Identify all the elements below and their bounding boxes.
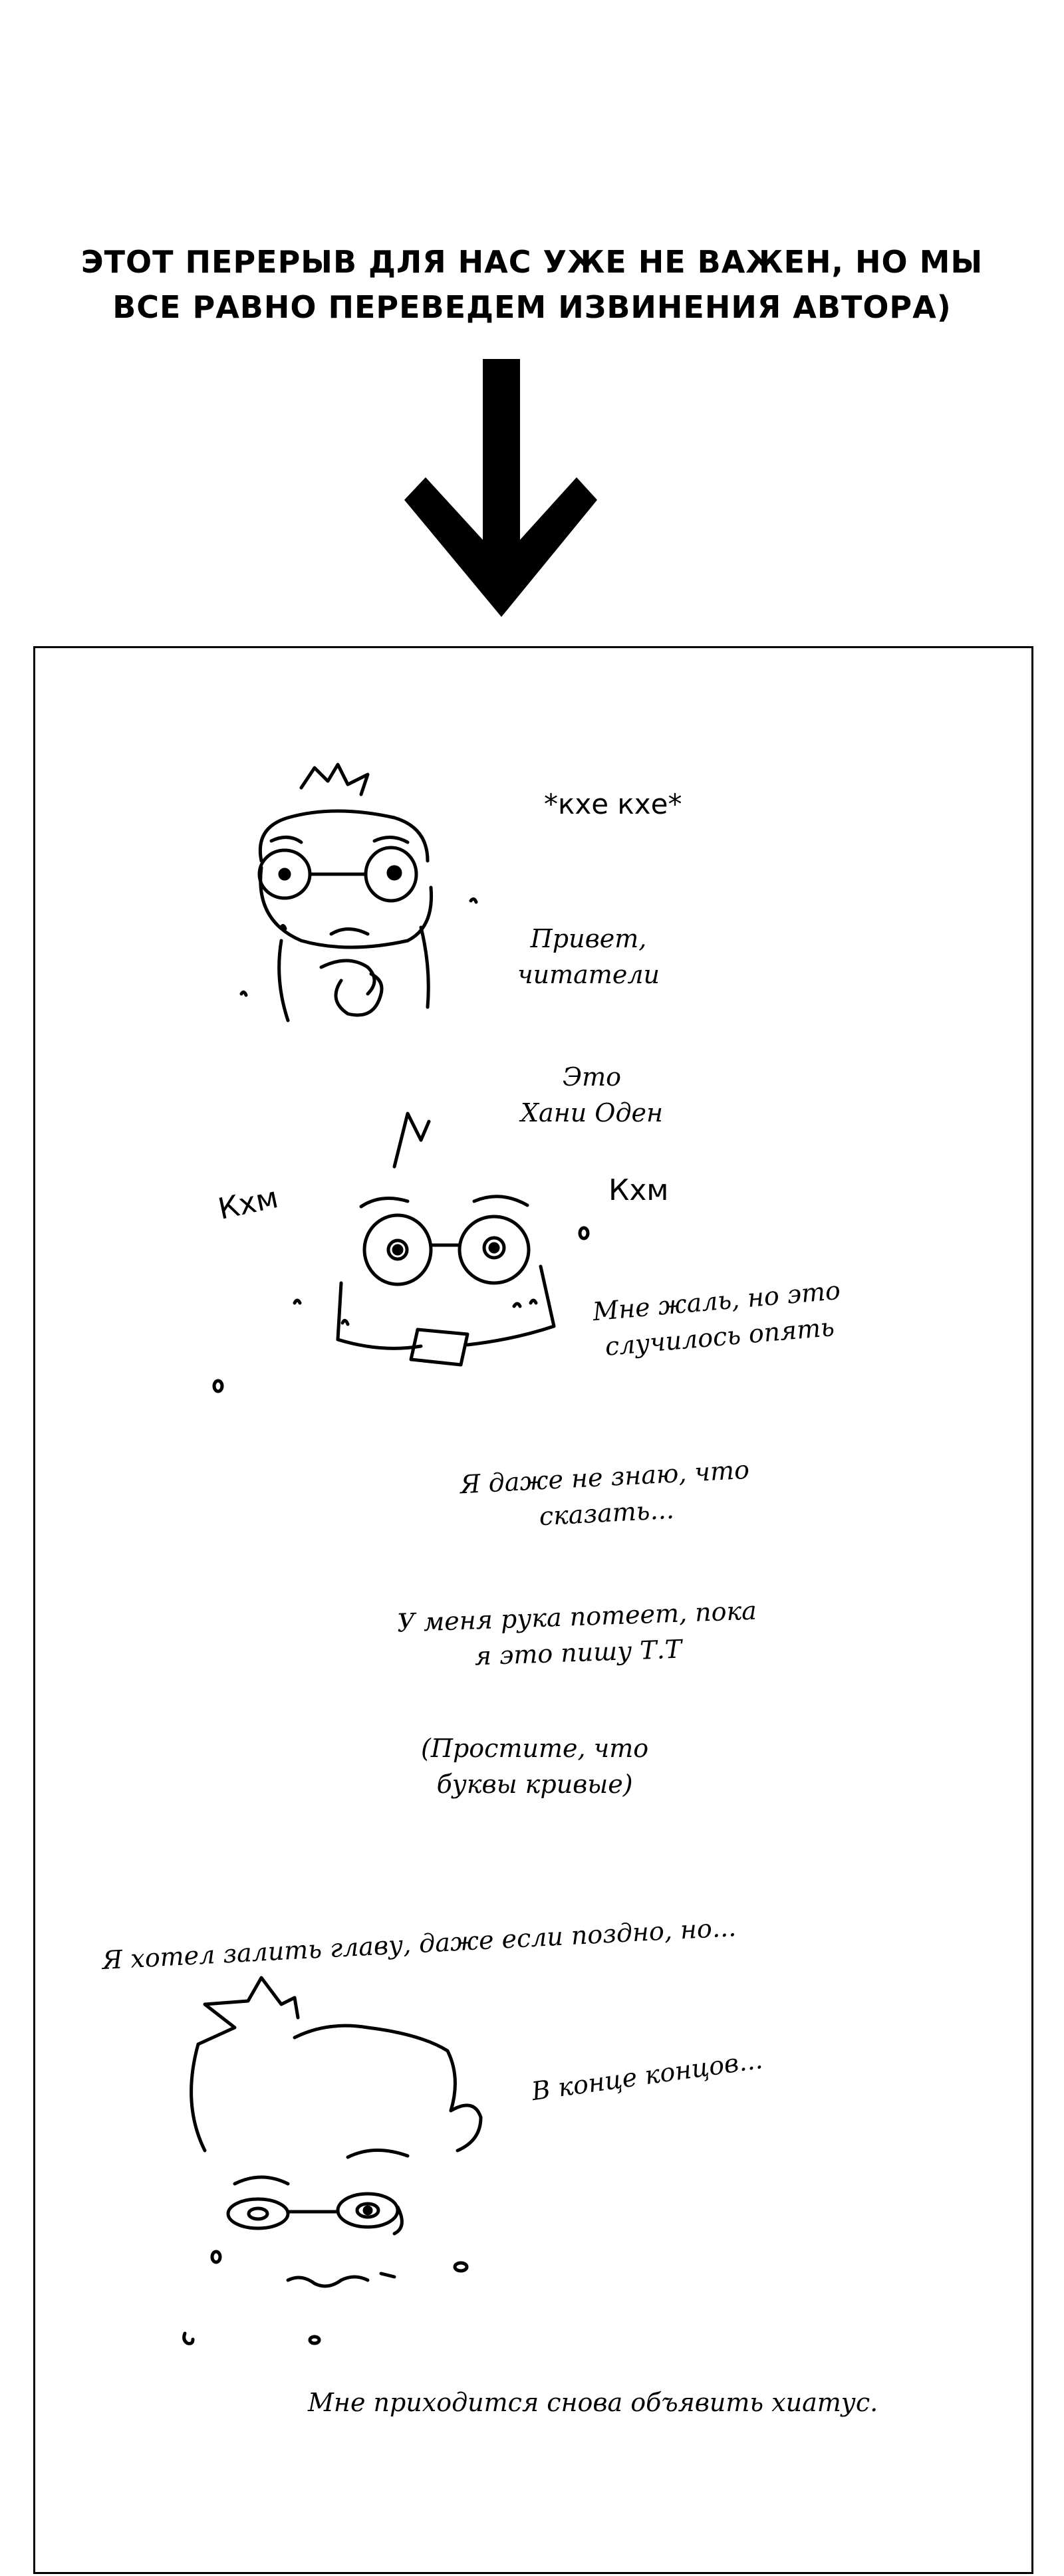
hand-sweats-text xyxy=(396,1593,758,1677)
in-the-end-text: В конце концов... xyxy=(529,2044,765,2107)
translator-note-line1: ЭТОТ ПЕРЕРЫВ ДЛЯ НАС УЖЕ НЕ ВАЖЕН, НО МЫ xyxy=(80,244,984,280)
hand-sweats-line2: я это пишу Т.Т xyxy=(474,1634,682,1671)
wanted-upload-text: Я хотел залить главу, даже если поздно, но... xyxy=(101,1913,737,1975)
author-face-1-icon xyxy=(241,764,476,1020)
intro-name-text xyxy=(521,1059,663,1131)
dont-know-line2: сказать... xyxy=(538,1494,675,1532)
author-face-3-icon xyxy=(184,1978,481,2343)
hand-sweats-line1: У меня рука потеет, пока xyxy=(396,1595,757,1638)
crooked-letters-line2: буквы кривые) xyxy=(436,1770,633,1799)
crooked-letters-line1: (Простите, что xyxy=(421,1734,649,1763)
comic-panel xyxy=(33,646,1033,2574)
down-arrow-icon xyxy=(0,0,1064,625)
crooked-letters-text xyxy=(421,1730,648,1802)
hiatus-text: Мне приходится снова объявить хиатус. xyxy=(308,2388,878,2417)
ahem-right-sound: Кхм xyxy=(608,1173,669,1207)
sorry-line2: случилось опять xyxy=(603,1312,836,1361)
sorry-line1: Мне жаль, но это xyxy=(591,1275,842,1327)
dont-know-line1: Я даже не знаю, что xyxy=(459,1455,750,1500)
greeting-text xyxy=(517,921,660,993)
intro-name-line2: Хани Оден xyxy=(521,1098,664,1127)
intro-name-line1: Это xyxy=(563,1062,622,1092)
cough-sound: *кхе кхе* xyxy=(544,788,682,820)
greeting-line1: Привет, xyxy=(530,924,647,953)
author-face-2-icon xyxy=(214,1113,588,1391)
greeting-line2: читатели xyxy=(517,960,660,989)
translator-note-line2: ВСЕ РАВНО ПЕРЕВЕДЕМ ИЗВИНЕНИЯ АВТОРА) xyxy=(112,289,952,325)
dont-know-text xyxy=(459,1452,752,1539)
ahem-left-sound: Кхм xyxy=(215,1181,281,1227)
